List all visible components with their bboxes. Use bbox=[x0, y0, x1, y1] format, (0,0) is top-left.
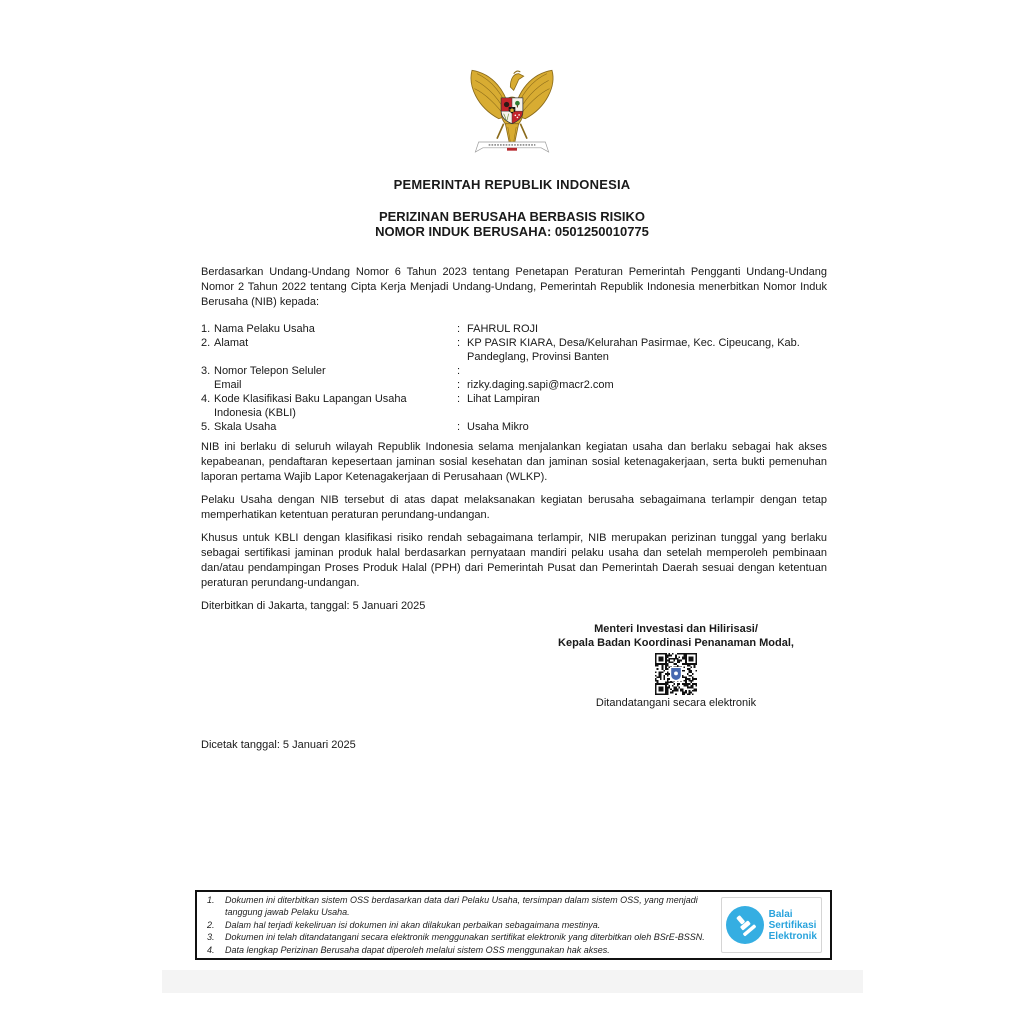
field-number: 5. bbox=[201, 421, 211, 433]
field-separator: : bbox=[457, 337, 461, 349]
field-label: Nama Pelaku Usaha bbox=[214, 323, 315, 335]
field-separator: : bbox=[457, 421, 461, 433]
field-separator: : bbox=[457, 365, 461, 377]
field-value: Lihat Lampiran bbox=[467, 393, 540, 405]
paragraph-kbli-halal: Khusus untuk KBLI dengan klasifikasi risiko rendah sebagaimana terlampir, NIB merupakan perizinan tunggal yang berlaku sebagai sertifikasi jaminan produk halal berdasarkan pernyataan mandiri pelaku usaha dan setelah memperoleh pembinaan dan/atau pendampingan Proses Produk Halal (PPH) dari Pemerintah Pusat dan Pemerintah Daerah sesuai dengan ketentuan peraturan perundang-undangan. bbox=[201, 532, 827, 589]
field-value: Usaha Mikro bbox=[467, 421, 529, 433]
bse-text-line1: Balai bbox=[768, 908, 793, 920]
note-number: 3. bbox=[207, 932, 215, 943]
note-text: Data lengkap Perizinan Berusaha dapat diperoleh melalui sistem OSS menggunakan hak akses. bbox=[225, 944, 610, 955]
disclaimer-notes bbox=[207, 894, 721, 957]
document-title: PERIZINAN BERUSAHA BERBASIS RISIKO bbox=[378, 209, 646, 224]
signatory-title-line2: Kepala Badan Koordinasi Penanaman Modal, bbox=[558, 637, 794, 649]
field-number: 2. bbox=[201, 337, 211, 349]
garuda-pancasila-emblem bbox=[462, 62, 562, 162]
note-number: 1. bbox=[207, 894, 215, 905]
bhinneka-ribbon bbox=[475, 142, 548, 152]
disclaimer-note-4 bbox=[207, 944, 713, 957]
government-title: PEMERINTAH REPUBLIK INDONESIA bbox=[393, 177, 631, 192]
signatory-title-line1: Menteri Investasi dan Hilirisasi/ bbox=[594, 623, 758, 635]
field-label: Kode Klasifikasi Baku Lapangan Usaha Indonesia (KBLI) bbox=[214, 393, 407, 419]
bse-stamp-icon bbox=[726, 906, 764, 944]
disclaimer-note-2 bbox=[207, 919, 713, 932]
garuda-pancasila-icon bbox=[462, 62, 562, 162]
disclaimer-note-3 bbox=[207, 931, 713, 944]
electronic-signature-note: Ditandatangani secara elektronik bbox=[595, 697, 757, 709]
qr-code bbox=[655, 653, 697, 695]
nib-number-line: NOMOR INDUK BERUSAHA: 0501250010775 bbox=[375, 224, 649, 239]
disclaimer-note-1 bbox=[207, 894, 713, 919]
field-number: 3. bbox=[201, 365, 211, 377]
bse-logo-text bbox=[769, 909, 817, 942]
bse-text-line3: Elektronik bbox=[768, 930, 817, 942]
business-fields-list bbox=[201, 322, 827, 434]
field-row-nama bbox=[201, 322, 827, 336]
signature-block bbox=[516, 622, 836, 711]
field-label: Alamat bbox=[214, 337, 249, 349]
intro-paragraph: Berdasarkan Undang-Undang Nomor 6 Tahun 2023 tentang Penetapan Peraturan Pemerintah Pengganti Undang-Undang Nomor 2 Tahun 2022 tentang Cipta Kerja Menjadi Undang-Undang, Pemerintah Republik Indonesia menerbitkan Nomor Induk Berusaha (NIB) kepada: bbox=[201, 266, 827, 308]
paragraph-pelaku-usaha: Pelaku Usaha dengan NIB tersebut di atas dapat melaksanakan kegiatan berusaha sebagaimana terlampir dengan tetap memperhatikan ketentuan peraturan perundang-undangan. bbox=[201, 494, 827, 521]
bse-text-line2: Sertifikasi bbox=[768, 919, 817, 931]
field-row-email bbox=[201, 378, 827, 392]
note-number: 2. bbox=[207, 919, 215, 930]
field-label: Skala Usaha bbox=[214, 421, 277, 433]
field-separator: : bbox=[457, 323, 461, 335]
field-number: 4. bbox=[201, 393, 211, 405]
field-value: KP PASIR KIARA, Desa/Kelurahan Pasirmae, Kec. Cipeucang, Kab. Pandeglang, Provinsi Banten bbox=[467, 337, 800, 363]
bkpm-emblem-icon bbox=[670, 667, 682, 681]
disclaimer-box bbox=[195, 890, 832, 960]
page-footer-band bbox=[162, 970, 863, 993]
field-row-kbli bbox=[201, 392, 827, 420]
field-label: Email bbox=[214, 379, 242, 391]
field-number: 1. bbox=[201, 323, 211, 335]
note-text: Dokumen ini diterbitkan sistem OSS berdasarkan data dari Pelaku Usaha, tersimpan dalam sistem OSS, yang menjadi tanggung jawab Pelaku Usaha. bbox=[225, 894, 698, 918]
balai-sertifikasi-elektronik-logo bbox=[721, 897, 822, 953]
field-row-alamat bbox=[201, 336, 827, 364]
field-row-skala bbox=[201, 420, 827, 434]
note-text: Dokumen ini telah ditandatangani secara elektronik menggunakan sertifikat elektronik yang diterbitkan oleh BSrE-BSSN. bbox=[225, 932, 705, 943]
field-row-telepon bbox=[201, 364, 827, 378]
printed-date-line: Dicetak tanggal: 5 Januari 2025 bbox=[201, 739, 356, 751]
note-number: 4. bbox=[207, 944, 215, 955]
field-value-email: rizky.daging.sapi@macr2.com bbox=[467, 379, 614, 391]
paragraph-nib-scope: NIB ini berlaku di seluruh wilayah Republik Indonesia selama menjalankan kegiatan usaha dan berlaku sebagai hak akses kepabeanan, pendaftaran kepesertaan jaminan sosial kesehatan dan jaminan sosial ketenagakerjaan, serta bukti pemenuhan laporan pertama Wajib Lapor Ketenagakerjaan di Perusahaan (WLKP). bbox=[201, 441, 827, 483]
field-separator: : bbox=[457, 393, 461, 405]
document-title-block bbox=[0, 209, 1024, 239]
issued-line: Diterbitkan di Jakarta, tanggal: 5 Januari 2025 bbox=[201, 600, 426, 612]
field-label: Nomor Telepon Seluler bbox=[214, 365, 326, 377]
note-text: Dalam hal terjadi kekeliruan isi dokumen ini akan dilakukan perbaikan sebagaimana mestinya. bbox=[225, 919, 601, 930]
field-value: FAHRUL ROJI bbox=[467, 323, 539, 335]
field-separator: : bbox=[457, 379, 461, 391]
